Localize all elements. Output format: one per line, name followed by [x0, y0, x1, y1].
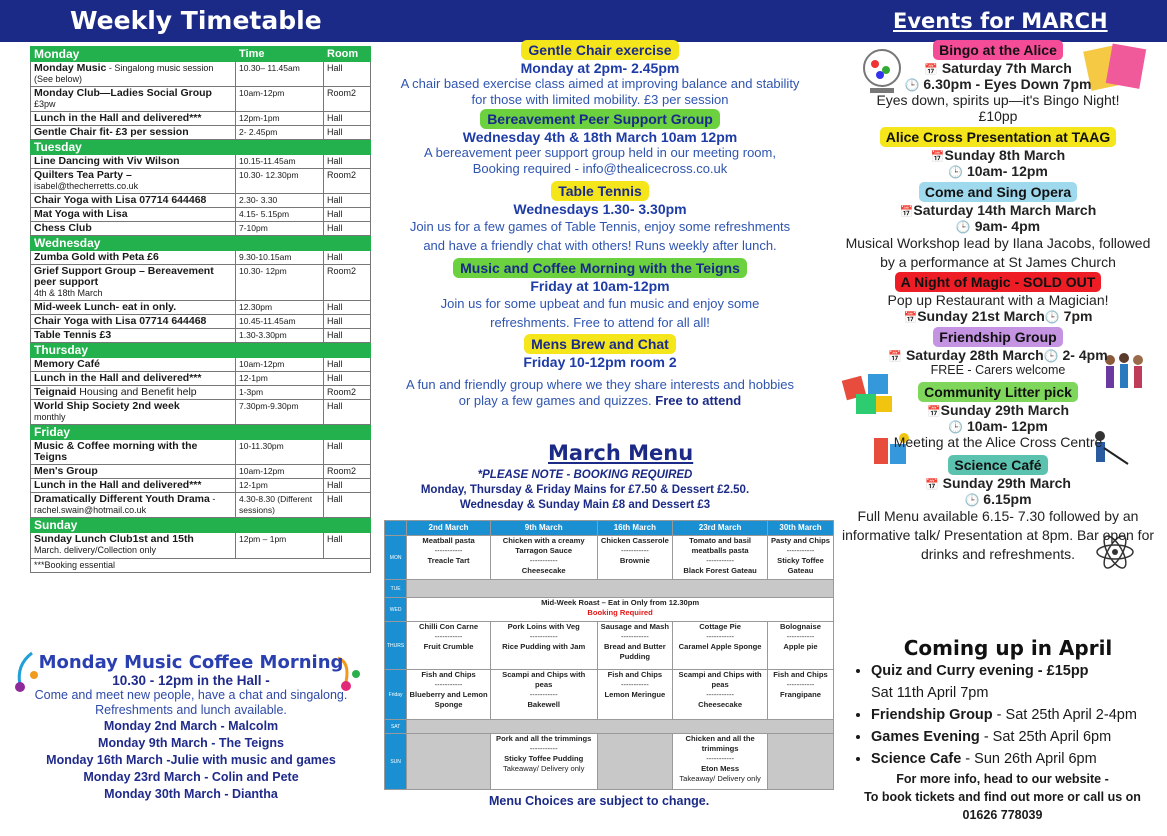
april-title: Coming up in April — [903, 636, 1113, 660]
chair-exercise-title: Gentle Chair exercise — [521, 40, 678, 60]
calendar-icon: 📅 — [930, 151, 945, 163]
week-header: 2nd March — [407, 521, 491, 536]
opera-title: Come and Sing Opera — [919, 182, 1077, 202]
mens-brew-title: Mens Brew and Chat — [524, 334, 676, 354]
clock-icon: 🕒 — [964, 493, 980, 507]
table-row: Lunch in the Hall and delivered*** 12-1pm Hall — [31, 479, 371, 493]
week-header: 16th March — [597, 521, 673, 536]
clock-icon: 🕒 — [948, 165, 964, 179]
week-header: 30th March — [768, 521, 834, 536]
table-row: Mid-week Lunch- eat in only. 12.30pm Hall — [31, 301, 371, 315]
day-monday: Monday — [31, 47, 236, 62]
table-row: Monday Music - Singalong music session (See below) 10.30– 11.45am Hall — [31, 62, 371, 87]
timetable-title: Weekly Timetable — [70, 6, 322, 35]
table-row: Grief Support Group – Bereavement peer support 4th & 18th March 10.30- 12pm Room2 — [31, 265, 371, 301]
phone-number: 01626 778039 — [962, 808, 1043, 822]
bereavement-title: Bereavement Peer Support Group — [480, 109, 720, 129]
events-title: Events for MARCH — [893, 9, 1108, 33]
table-row: Table Tennis £3 1.30-3.30pm Hall — [31, 329, 371, 343]
monday-music-section: Monday Music Coffee Morning 10.30 - 12pm in the Hall - Come and meet new people, have a chat and singalong. Refreshments and lunch available. Monday 2nd March - Malcolm Monday 9th March - The Teigns Monday 16th March -Julie with music and games Monday 23rd March - Colin and Pete Monday 30th March - Diantha — [6, 652, 376, 803]
table-row: Memory Café 10am-12pm Hall — [31, 358, 371, 372]
menu-pricing: *PLEASE NOTE - BOOKING REQUIRED Monday, Thursday & Friday Mains for £7.50 & Dessert £2.50. Wednesday & Sunday Main £8 and Dessert £3 — [420, 469, 750, 511]
march-menu-table — [384, 520, 834, 790]
table-row: Quilters Tea Party – isabel@thecherretts.co.uk 10.30- 12.30pm Room2 — [31, 169, 371, 194]
events-column: Bingo at the Alice 📅 Saturday 7th March 🕒 6.30pm - Eyes Down 7pm Eyes down, spirits up—it's Bingo Night! £10pp Alice Cross Presentation at TAAG 📅Sunday 8th March 🕒 10am- 12pm Come and Sing Opera 📅Saturday 14th March March 🕒 9am- 4pm Musical Workshop lead by Ilana Jacobs, followed by a performance at St James Church A Night of Magic - SOLD OUT Pop up Restaurant with a Magician! 📅Sunday 21st March🕒 7pm Friendship Group 📅 Saturday 28th March🕒 2- 4pm FREE - Carers welcome Community Litter pick 📅Sunday 29th March 🕒 10am- 12pm Meeting at the Alice Cross Centre Science Café 📅 Sunday 29th March 🕒 6.15pm Full Menu available 6.15- 7.30 followed by an informative talk/ Presentation at 8pm. Bar open for drinks and refreshments. — [841, 42, 1155, 562]
calendar-icon: 📅 — [903, 312, 918, 324]
timetable-header-row — [31, 47, 371, 62]
monday-music-title: Monday Music Coffee Morning — [38, 652, 344, 673]
table-row: Monday Club—Ladies Social Group £3pw 10am-12pm Room2 — [31, 87, 371, 112]
menu-row-mon: MON Meatball pasta ----------- Treacle Tart Chicken with a creamy Tarragon Sauce ----------- Cheesecake Chicken Casserole ----------- Brownie Tomato and basil meatballs pasta ----------- Black Forest Gateau Pasty and Chips ----------- Sticky Toffee Gateau — [385, 536, 834, 580]
col-room: Room — [324, 47, 371, 62]
table-row: Chair Yoga with Lisa 07714 644468 10.45-11.45am Hall — [31, 315, 371, 329]
list-item: • Friendship Group - Sat 25th April 2-4pm — [871, 704, 1163, 726]
table-row: Sunday Lunch Club1st and 15th March. delivery/Collection only 12pm – 1pm Hall — [31, 533, 371, 559]
calendar-icon: 📅 — [925, 479, 939, 491]
table-row: Chair Yoga with Lisa 07714 644468 2.30- 3.30 Hall — [31, 194, 371, 208]
april-section — [853, 636, 1163, 770]
menu-row-tue: TUE — [385, 580, 834, 598]
clock-icon: 🕒 — [1044, 310, 1060, 324]
menu-row-wed: WED Mid-Week Roast – Eat in Only from 12.30pm Booking Required — [385, 598, 834, 622]
header-bar — [0, 0, 1167, 42]
table-row: Gentle Chair fit- £3 per session 2- 2.45pm Hall — [31, 126, 371, 140]
science-title: Science Café — [948, 455, 1047, 475]
magic-title: A Night of Magic - SOLD OUT — [895, 272, 1102, 292]
day-tuesday: Tuesday — [31, 140, 371, 155]
weekly-timetable — [30, 46, 371, 573]
contact-footer: For more info, head to our website - To book tickets and find out more or call us on 01626 778039 — [845, 770, 1160, 824]
taag-title: Alice Cross Presentation at TAAG — [880, 127, 1117, 147]
day-friday: Friday — [31, 425, 371, 440]
table-row: Line Dancing with Viv Wilson 10.15-11.45am Hall — [31, 155, 371, 169]
calendar-icon: 📅 — [899, 206, 914, 218]
clock-icon: 🕒 — [904, 78, 920, 92]
day-wednesday: Wednesday — [31, 236, 371, 251]
list-item: • Quiz and Curry evening - £15pp Sat 11th April 7pm — [871, 660, 1163, 704]
table-row: Mat Yoga with Lisa 4.15- 5.15pm Hall — [31, 208, 371, 222]
table-row: Dramatically Different Youth Drama - rachel.swain@hotmail.co.uk 4.30-8.30 (Different sessions) Hall — [31, 493, 371, 518]
activities-column: Gentle Chair exercise Monday at 2pm- 2.45pm A chair based exercise class aimed at improving balance and stability for those with limited mobility. £3 per session Bereavement Peer Support Group Wednesday 4th & 18th March 10am 12pm A bereavement peer support group held in our meeting room, Booking required - info@thealicecross.co.uk Table Tennis Wednesdays 1.30- 3.30pm Join us for a few games of Table Tennis, enjoy some refreshments and have a friendly chat with others! Runs weekly after lunch. Music and Coffee Morning with the Teigns Friday at 10am-12pm Join us for some upbeat and fun music and enjoy some refreshments. Free to attend for all all! Mens Brew and Chat Friday 10-12pm room 2 A fun and friendly group where we they share interests and hobbies or play a few games and quizzes. Free to attend — [400, 42, 800, 408]
clock-icon: 🕒 — [955, 220, 971, 234]
calendar-icon: 📅 — [888, 351, 903, 363]
table-row: Men's Group 10am-12pm Room2 — [31, 465, 371, 479]
menu-footer: Menu Choices are subject to change. — [489, 794, 710, 808]
week-header: 23rd March — [673, 521, 768, 536]
friendship-title: Friendship Group — [933, 327, 1062, 347]
list-item: • Games Evening - Sat 25th April 6pm — [871, 726, 1163, 748]
march-menu-title: March Menu — [548, 441, 694, 465]
menu-row-fri: Friday Fish and Chips ----------- Blueberry and Lemon Sponge Scampi and Chips with peas ----------- Bakewell Fish and Chips ----------- Lemon Meringue Scampi and Chips with peas ----------- Cheesecake Fish and Chips ----------- Frangipane — [385, 670, 834, 720]
booking-footnote: ***Booking essential — [31, 559, 371, 573]
col-time: Time — [236, 47, 324, 62]
menu-row-sat: SAT — [385, 720, 834, 734]
clock-icon: 🕒 — [948, 420, 964, 434]
calendar-icon: 📅 — [926, 406, 941, 418]
week-header: 9th March — [490, 521, 597, 536]
list-item: • Science Cafe - Sun 26th April 6pm — [871, 748, 1163, 770]
litter-title: Community Litter pick — [918, 382, 1078, 402]
day-thursday: Thursday — [31, 343, 371, 358]
calendar-icon: 📅 — [924, 64, 938, 76]
day-sunday: Sunday — [31, 518, 371, 533]
menu-row-sun: SUN Pork and all the trimmings ----------- Sticky Toffee Pudding Takeaway/ Delivery only Chicken and all the trimmings ----------- Eton Mess Takeaway/ Delivery only — [385, 734, 834, 790]
music-coffee-title: Music and Coffee Morning with the Teigns — [453, 258, 747, 278]
table-row: Lunch in the Hall and delivered*** 12pm-1pm Hall — [31, 112, 371, 126]
table-row: Teignaid Housing and Benefit help 1-3pm Room2 — [31, 386, 371, 400]
menu-row-thu: THURS Chilli Con Carne ----------- Fruit Crumble Pork Loins with Veg ----------- Rice Pudding with Jam Sausage and Mash ----------- Bread and Butter Pudding Cottage Pie ----------- Caramel Apple Sponge Bolognaise ----------- Apple pie — [385, 622, 834, 670]
table-row: Music & Coffee morning with the Teigns 10-11.30pm Hall — [31, 440, 371, 465]
table-row: Chess Club 7-10pm Hall — [31, 222, 371, 236]
table-row: Zumba Gold with Peta £6 9.30-10.15am Hall — [31, 251, 371, 265]
bingo-title: Bingo at the Alice — [933, 40, 1063, 60]
table-row: Lunch in the Hall and delivered*** 12-1pm Hall — [31, 372, 371, 386]
clock-icon: 🕒 — [1043, 349, 1059, 363]
table-row: World Ship Society 2nd week monthly 7.30pm-9.30pm Hall — [31, 400, 371, 425]
table-tennis-title: Table Tennis — [551, 181, 649, 201]
